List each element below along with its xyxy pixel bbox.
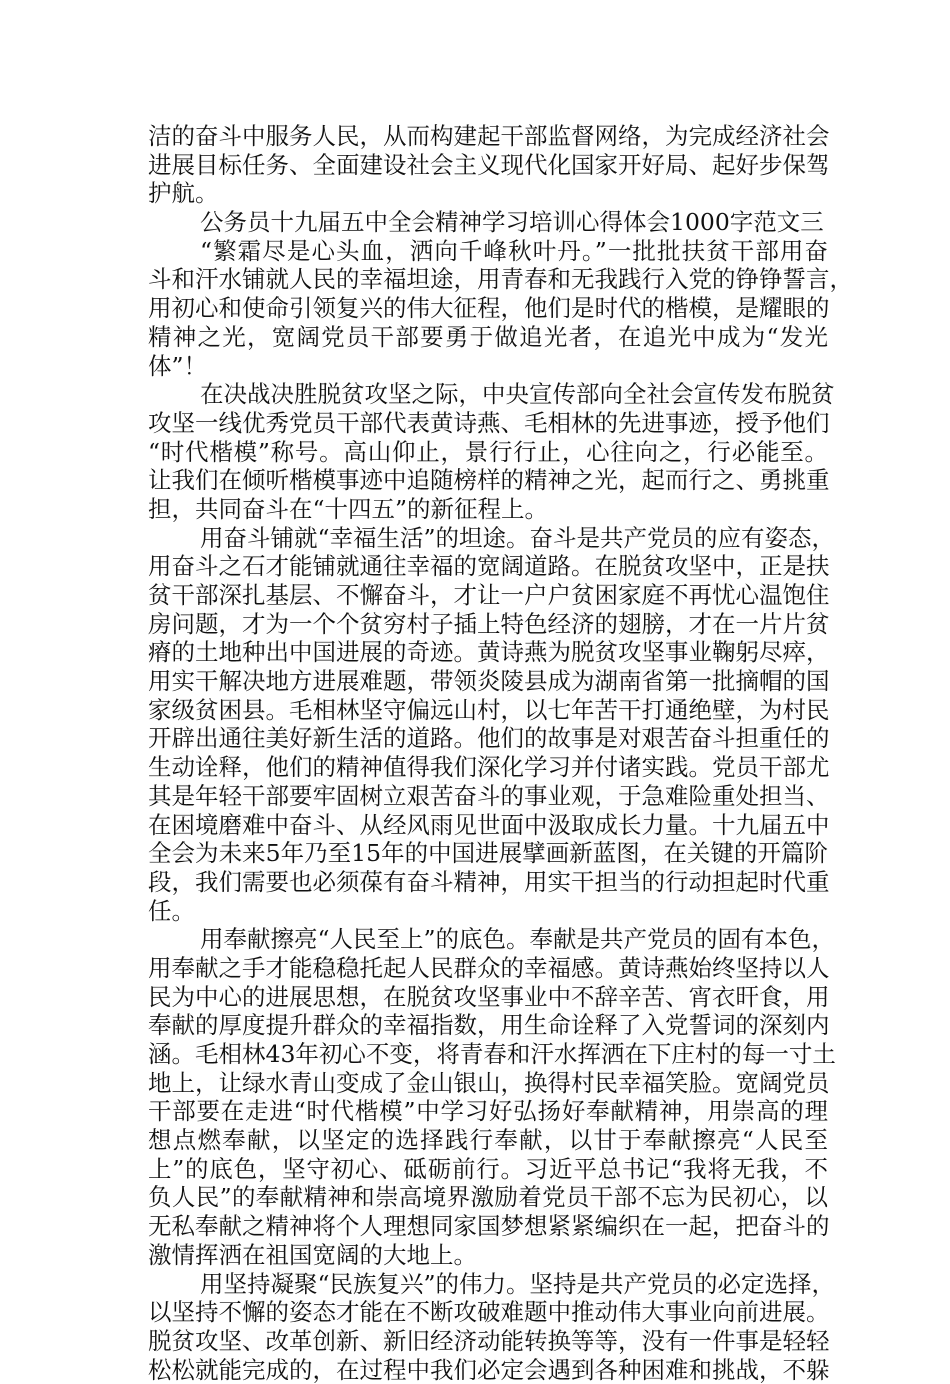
- text-line: 瘠的土地种出中国进展的奇迹。黄诗燕为脱贫攻坚事业鞠躬尽瘁，: [148, 638, 830, 667]
- text-line: 上”的底色，坚守初心、砥砺前行。习近平总书记“我将无我，不: [148, 1154, 828, 1183]
- text-line: 用坚持凝聚“民族复兴”的伟力。坚持是共产党员的必定选择，: [200, 1269, 836, 1298]
- text-line: 让我们在倾听楷模事迹中追随榜样的精神之光，起而行之、勇挑重: [148, 466, 830, 495]
- text-line: 房问题，才为一个个贫穷村子插上特色经济的翅膀，才在一片片贫: [148, 609, 830, 638]
- text-line: 用奉献擦亮“人民至上”的底色。奉献是共产党员的固有本色，: [200, 925, 836, 954]
- text-line: 用奋斗铺就“幸福生活”的坦途。奋斗是共产党员的应有姿态，: [200, 523, 836, 552]
- text-line: 用初心和使命引领复兴的伟大征程，他们是时代的楷模，是耀眼的: [148, 294, 830, 323]
- text-line: 想点燃奉献，以坚定的选择践行奉献，以甘于奉献擦亮“人民至: [148, 1126, 828, 1155]
- text-line: 地上，让绿水青山变成了金山银山，换得村民幸福笑脸。宽阔党员: [148, 1068, 830, 1097]
- text-line: 贫干部深扎基层、不懈奋斗，才让一户户贫困家庭不再忧心温饱住: [148, 581, 830, 609]
- text-line: 负人民”的奉献精神和崇高境界激励着党员干部不忘为民初心，以: [148, 1183, 828, 1212]
- text-line: 松松就能完成的，在过程中我们必定会遇到各种困难和挑战，不躲: [148, 1355, 830, 1384]
- text-line: 干部要在走进“时代楷模”中学习好弘扬好奉献精神，用崇高的理: [148, 1097, 828, 1126]
- text-line: 进展目标任务、全面建设社会主义现代化国家开好局、起好步保驾: [148, 150, 830, 179]
- text-line: 民为中心的进展思想，在脱贫攻坚事业中不辞辛苦、宵衣旰食，用: [148, 982, 830, 1011]
- text-line: 精神之光，宽阔党员干部要勇于做追光者，在追光中成为“发光: [148, 322, 828, 351]
- text-line: “繁霜尽是心头血，洒向千峰秋叶丹。”一批批扶贫干部用奋: [200, 236, 828, 265]
- text-line: 担，共同奋斗在“十四五”的新征程上。: [148, 494, 549, 523]
- text-line: 以坚持不懈的姿态才能在不断攻破难题中推动伟大事业向前进展。: [148, 1298, 830, 1327]
- text-line: 洁的奋斗中服务人民，从而构建起干部监督网络，为完成经济社会: [148, 122, 830, 150]
- text-line: 体”！: [148, 351, 208, 380]
- text-line: 用奉献之手才能稳稳托起人民群众的幸福感。黄诗燕始终坚持以人: [148, 953, 830, 982]
- text-line: 奉献的厚度提升群众的幸福指数，用生命诠释了入党誓词的深刻内: [148, 1011, 830, 1040]
- text-line: 用奋斗之石才能铺就通往幸福的宽阔道路。在脱贫攻坚中，正是扶: [148, 552, 830, 581]
- text-line: 激情挥洒在祖国宽阔的大地上。: [148, 1240, 477, 1269]
- text-line: 家级贫困县。毛相林坚守偏远山村，以七年苦干打通绝壁，为村民: [148, 695, 830, 724]
- text-line: 开辟出通往美好新生活的道路。他们的故事是对艰苦奋斗担重任的: [148, 724, 830, 753]
- text-line: 涵。毛相林43年初心不变，将青春和汗水挥洒在下庄村的每一寸土: [148, 1040, 836, 1068]
- text-line: 在决战决胜脱贫攻坚之际，中央宣传部向全社会宣传发布脱贫: [200, 380, 835, 409]
- text-line: 其是年轻干部要牢固树立艰苦奋斗的事业观，于急难险重处担当、: [148, 781, 830, 810]
- text-line: 任。: [148, 896, 195, 925]
- text-line: 斗和汗水铺就人民的幸福坦途，用青春和无我践行入党的铮铮誓言，: [148, 265, 853, 294]
- text-line: 在困境磨难中奋斗、从经风雨见世面中汲取成长力量。十九届五中: [148, 810, 830, 839]
- text-line: 生动诠释，他们的精神值得我们深化学习并付诸实践。党员干部尤: [148, 753, 830, 782]
- text-line: 公务员十九届五中全会精神学习培训心得体会1000字范文三: [200, 208, 824, 237]
- document-page: [148, 122, 853, 1384]
- text-line: 脱贫攻坚、改革创新、新旧经济动能转换等等，没有一件事是轻轻: [148, 1326, 830, 1355]
- text-line: 攻坚一线优秀党员干部代表黄诗燕、毛相林的先进事迹，授予他们: [148, 408, 830, 437]
- text-line: 全会为未来5年乃至15年的中国进展擘画新蓝图，在关键的开篇阶: [148, 839, 828, 868]
- text-line: “时代楷模”称号。高山仰止，景行行止，心往向之，行必能至。: [148, 437, 828, 466]
- text-line: 用实干解决地方进展难题，带领炎陵县成为湖南省第一批摘帽的国: [148, 667, 830, 696]
- text-line: 无私奉献之精神将个人理想同家国梦想紧紧编织在一起，把奋斗的: [148, 1212, 830, 1241]
- text-line: 护航。: [148, 179, 219, 208]
- text-line: 段，我们需要也必须葆有奋斗精神，用实干担当的行动担起时代重: [148, 867, 830, 896]
